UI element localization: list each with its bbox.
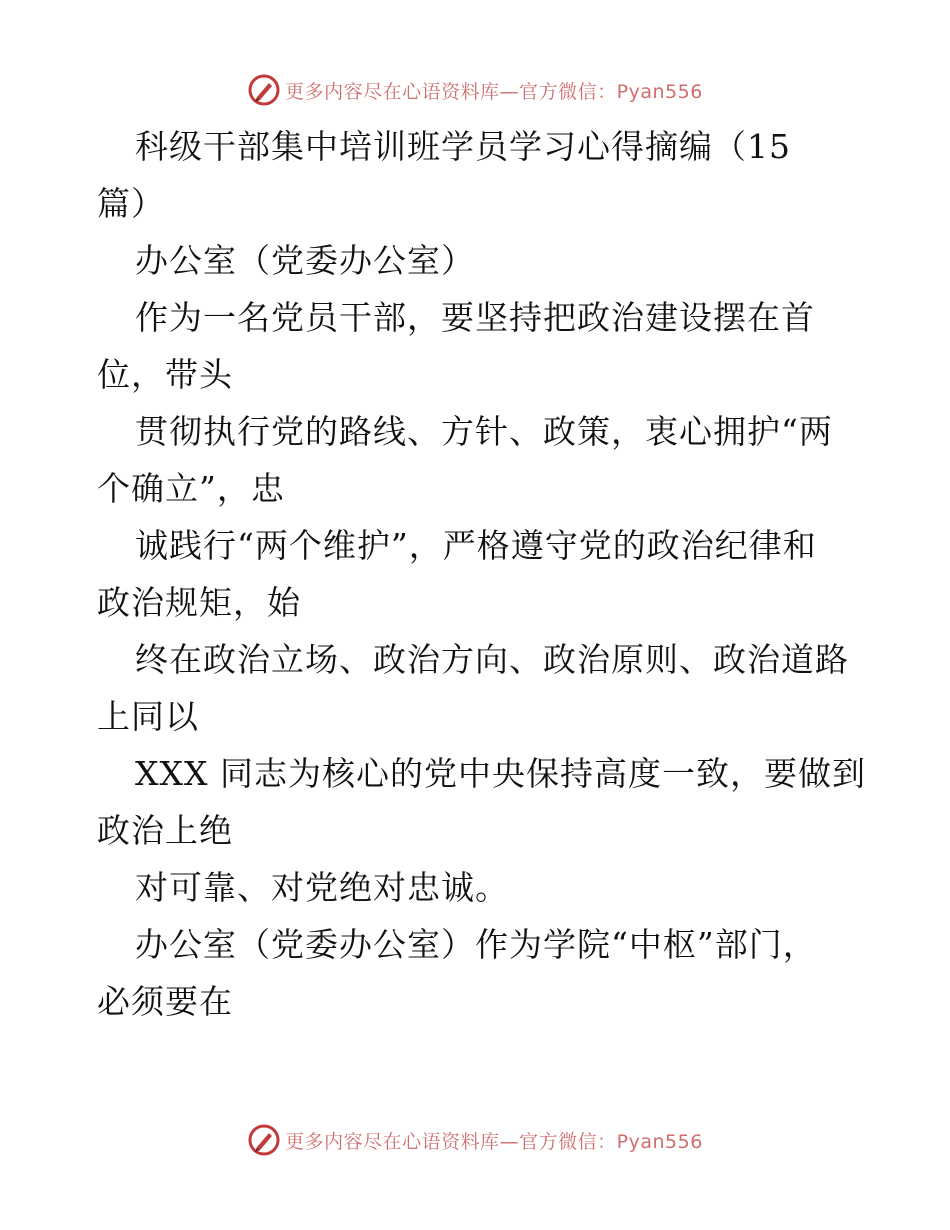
doc-title: 科级干部集中培训班学员学习心得摘编（15 篇） — [97, 127, 791, 223]
paragraph-line: 对可靠、对党绝对忠诚。 — [135, 868, 509, 907]
paragraph-line: XXX 同志为核心的党中央保持高度一致，要做到 政治上绝 — [97, 754, 866, 850]
paragraph-line: 诚践行“两个维护”，严格遵守党的政治纪律和 政治规矩，始 — [97, 526, 817, 622]
watermark-text: 更多内容尽在心语资料库—官方微信：Pyan556 — [285, 80, 703, 103]
paragraph-line: 作为一名党员干部，要坚持把政治建设摆在首 位，带头 — [97, 298, 815, 394]
paragraph-line: 办公室（党委办公室）作为学院“中枢”部门， 必须要在 — [97, 925, 817, 1021]
header-watermark — [0, 70, 950, 110]
footer-watermark — [0, 1120, 950, 1160]
paragraph-line: 终在政治立场、政治方向、政治原则、政治道路 上同以 — [97, 640, 849, 736]
watermark-text: 更多内容尽在心语资料库—官方微信：Pyan556 — [285, 1130, 703, 1153]
pen-logo-icon — [247, 1123, 281, 1157]
document-body — [97, 118, 866, 1030]
paragraph-line: 贯彻执行党的路线、方针、政策，衷心拥护“两 个确立”，忠 — [97, 412, 833, 508]
pen-logo-icon — [247, 73, 281, 107]
section-heading: 办公室（党委办公室） — [135, 241, 475, 280]
